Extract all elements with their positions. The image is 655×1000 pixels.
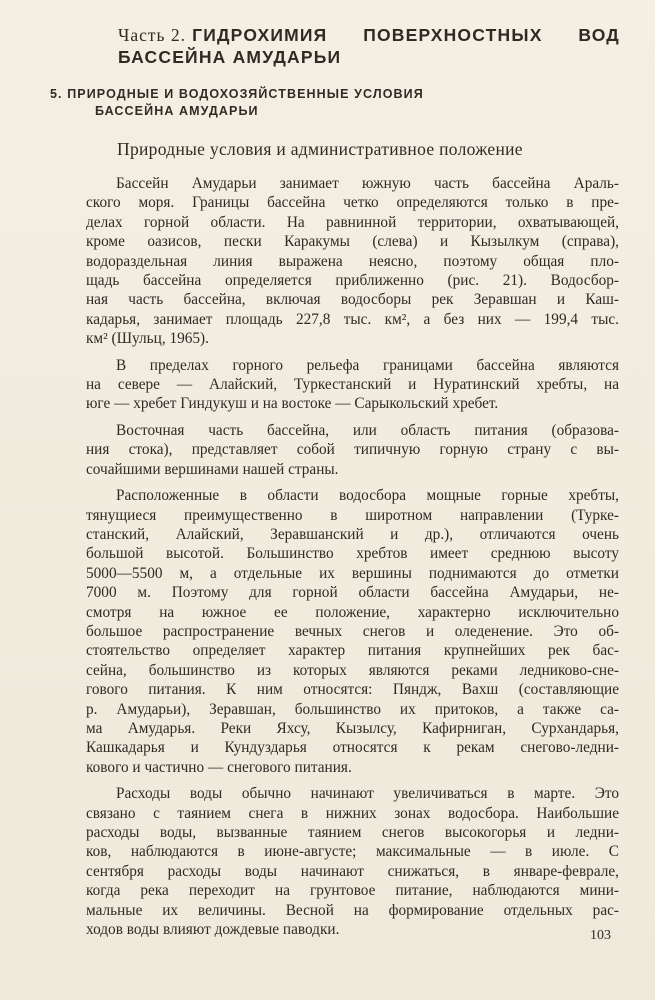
text-line: щадь бассейна определяется приближенно (рис. 21). Водосбор- bbox=[86, 272, 619, 290]
paragraph bbox=[86, 174, 619, 349]
page-number: 103 bbox=[590, 928, 611, 943]
text-line: сентября расходы воды начинают снижаться, в январе-феврале, bbox=[86, 862, 619, 880]
text-line: ма Амударья. Реки Яхсу, Кызылсу, Кафирниган, Сурхандарья, bbox=[86, 719, 619, 737]
text-line: когда река переходит на грунтовое питание, наблюдаются мини- bbox=[86, 882, 619, 900]
text-line: сочайшими вершинами нашей страны. bbox=[86, 460, 339, 478]
part-heading-line-2: БАССЕЙНА АМУДАРЬИ bbox=[118, 47, 342, 67]
section-heading-line-1: 5. ПРИРОДНЫЕ И ВОДОХОЗЯЙСТВЕННЫЕ УСЛОВИЯ bbox=[50, 87, 424, 101]
text-line: ния стока), представляет собой типичную горную страну с вы- bbox=[86, 441, 619, 459]
text-line: расходы воды, вызванные таянием снегов высокогорья и ледни- bbox=[86, 824, 619, 841]
section-heading bbox=[50, 86, 610, 120]
text-line: ского моря. Границы бассейна четко определяются только в пре- bbox=[86, 194, 619, 212]
text-line: В пределах горного рельефа границами бассейна являются bbox=[116, 356, 619, 374]
part-title-word-3: ВОД bbox=[578, 25, 620, 45]
body-text bbox=[86, 174, 619, 946]
text-line: 7000 м. Поэтому для горной области бассейна Амударьи, не- bbox=[86, 584, 619, 602]
text-line: кроме оазисов, пески Каракумы (слева) и Кызылкум (справа), bbox=[86, 233, 619, 251]
text-line: большое распространение вечных снегов и оледенение. Это об- bbox=[86, 622, 619, 640]
paragraph bbox=[86, 486, 619, 777]
paragraph bbox=[86, 356, 619, 414]
text-line: Восточная часть бассейна, или область питания (образова- bbox=[116, 421, 619, 439]
part-title-word-2: ПОВЕРХНОСТНЫХ bbox=[363, 25, 543, 45]
section-heading-line-2: БАССЕЙНА АМУДАРЬИ bbox=[95, 104, 259, 118]
text-line: Кашкадарья и Кундуздарья относятся к рекам снегово-ледни- bbox=[86, 739, 619, 757]
text-line: Расходы воды обычно начинают увеличиваться в марте. Это bbox=[116, 785, 619, 803]
text-line: кового и частично — снегового питания. bbox=[86, 758, 352, 776]
text-line: кадарья, занимает площадь 227,8 тыс. км², а без них — 199,4 тыс. bbox=[86, 310, 619, 328]
text-line: 5000—5500 м, а отдельные их вершины поднимаются до отметки bbox=[86, 564, 619, 582]
text-line: км² (Шульц, 1965). bbox=[86, 330, 209, 348]
text-line: связано с таянием снега в нижних зонах водосбора. Наибольшие bbox=[86, 804, 619, 822]
text-line: делах горной области. На равнинной территории, охватывающей, bbox=[86, 213, 619, 231]
text-line: ная часть бассейна, включая водосборы рек Зеравшан и Каш- bbox=[86, 291, 619, 309]
text-line: гового питания. К ним относятся: Пяндж, Вахш (составляющие bbox=[86, 681, 619, 699]
text-line: р. Амударьи), Зеравшан, большинство их притоков, а также са- bbox=[86, 700, 619, 718]
part-label: Часть 2. bbox=[118, 25, 187, 45]
text-line: юге — хребет Гиндукуш и на востоке — Сарыкольский хребет. bbox=[86, 395, 499, 413]
text-line: Бассейн Амударьи занимает южную часть бассейна Араль- bbox=[116, 175, 619, 192]
text-line: Расположенные в области водосбора мощные горные хребты, bbox=[116, 487, 619, 505]
part-heading-group-1 bbox=[118, 24, 327, 46]
text-line: на севере — Алайский, Туркестанский и Нуратинский хребты, на bbox=[86, 376, 619, 394]
paragraph bbox=[86, 784, 619, 939]
subsection-heading: Природные условия и административное положение bbox=[117, 139, 523, 159]
text-line: водораздельная линия выражена неясно, поэтому общая пло- bbox=[86, 252, 619, 270]
paragraph bbox=[86, 421, 619, 479]
part-heading bbox=[118, 24, 638, 68]
text-line: смотря на южное ее положение, характерно исключительно bbox=[86, 603, 619, 621]
text-line: сейна, большинство из которых являются реками ледниково-сне- bbox=[86, 661, 619, 679]
text-line: большой высотой. Большинство хребтов имеет среднюю высоту bbox=[86, 545, 619, 563]
text-line: стоятельство определяет характер питания крупнейших рек бас- bbox=[86, 642, 619, 660]
text-line: станский, Алайский, Зеравшанский и др.), отличаются очень bbox=[86, 525, 619, 543]
text-line: мальные их величины. Весной на формирование отдельных рас- bbox=[86, 901, 619, 919]
text-line: тянущиеся преимущественно в широтном направлении (Турке- bbox=[86, 506, 619, 524]
text-line: ков, наблюдаются в июне-августе; максимальные — в июле. С bbox=[86, 843, 619, 861]
part-heading-line-1 bbox=[118, 24, 620, 46]
part-title-word-1: ГИДРОХИМИЯ bbox=[192, 25, 328, 45]
text-line: ходов воды влияют дождевые паводки. bbox=[86, 921, 340, 939]
